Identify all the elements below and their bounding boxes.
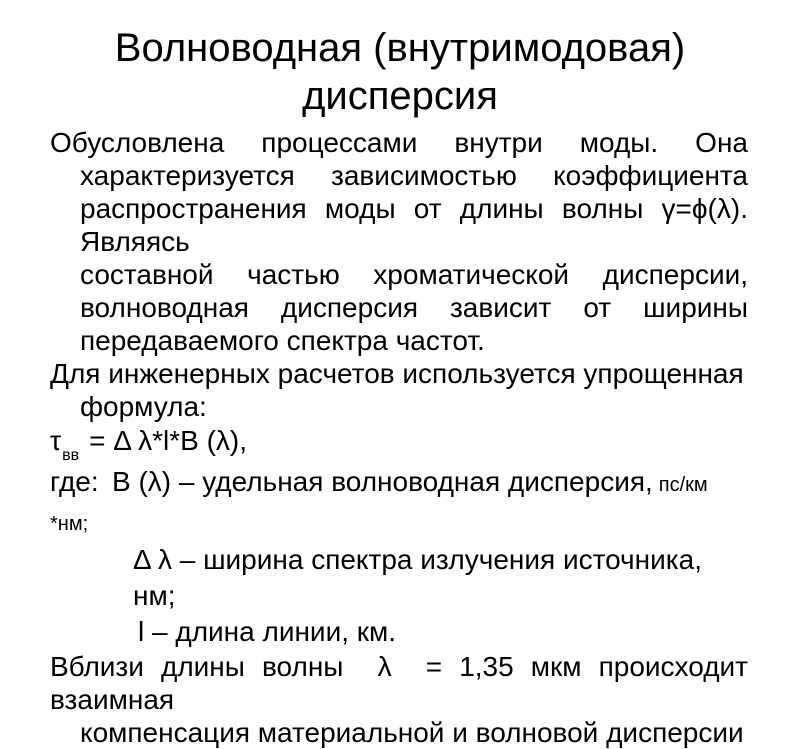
body-line: Вблизи длины волны λ = 1,35 мкм происходит взаимная [50, 651, 748, 715]
body-line: составной частью хроматической дисперсии, [80, 259, 748, 290]
slide-title-line-2: дисперсия [302, 74, 498, 118]
engineering-paragraph [50, 357, 748, 423]
slide-body [50, 126, 748, 749]
body-line: волноводная дисперсия зависит от ширины [80, 292, 748, 323]
definition-line [50, 464, 748, 542]
body-line: Обусловлена процессами внутри моды. Она [50, 127, 748, 158]
body-line: Для инженерных расчетов используется упрощенная [50, 358, 744, 389]
where-label: где: [50, 466, 99, 497]
definitions-block [50, 464, 748, 650]
formula-symbol: τ [50, 425, 62, 456]
conclusion-paragraph [50, 650, 748, 749]
body-line: передаваемого спектра частот. [80, 325, 485, 356]
body-line: компенсация материальной и волновой дисперсии [80, 717, 744, 748]
formula-expression: = Δ λ*l*В (λ), [89, 425, 248, 456]
body-line: характеризуется зависимостью коэффициента [80, 160, 748, 191]
definition-b-lambda: В (λ) – удельная волноводная дисперсия, [112, 466, 653, 497]
formula-line [50, 423, 748, 464]
definition-line: Δ λ – ширина спектра излучения источника, нм; [133, 544, 702, 611]
body-line: формула: [80, 391, 207, 422]
intro-paragraph [50, 126, 748, 357]
slide-title [0, 24, 800, 120]
definition-line: l – длина линии, км. [138, 616, 397, 647]
body-line: распространения моды от длины волны γ=ϕ(λ). Являясь [80, 193, 748, 257]
definition-b-lambda-units: пс/км *нм; [50, 474, 708, 535]
slide-title-line-1: Волноводная (внутримодовая) [114, 26, 686, 70]
formula-subscript: вв [62, 447, 80, 464]
